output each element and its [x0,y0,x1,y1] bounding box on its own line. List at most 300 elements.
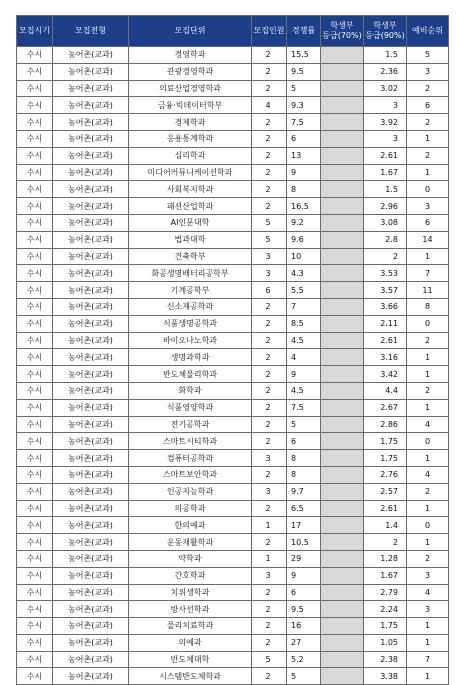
cell-quota: 2 [252,63,287,80]
table-header [17,16,449,47]
cell-waitlist-rank: 2 [407,483,449,500]
cell-period: 수시 [17,248,53,265]
cell-grade-70 [321,668,364,685]
cell-period: 수시 [17,265,53,282]
cell-quota: 2 [252,315,287,332]
cell-competition-rate: 8 [287,450,321,467]
cell-quota: 2 [252,601,287,618]
cell-period: 수시 [17,634,53,651]
cell-competition-rate: 9.3 [287,97,321,114]
cell-waitlist-rank: 1 [407,450,449,467]
cell-grade-70 [321,63,364,80]
cell-quota: 2 [252,130,287,147]
cell-department: 간호학과 [129,567,252,584]
table-row [17,164,449,181]
cell-department: 금융·빅데이터학부 [129,97,252,114]
cell-waitlist-rank: 2 [407,80,449,97]
cell-period: 수시 [17,214,53,231]
cell-competition-rate: 13 [287,147,321,164]
table-row [17,601,449,618]
cell-competition-rate: 9.6 [287,231,321,248]
cell-grade-90: 2.24 [364,601,407,618]
header-waitlist-rank: 예비순위 [407,16,449,47]
cell-department: 응용통계학과 [129,130,252,147]
table-row [17,130,449,147]
cell-track: 농어촌(교과) [53,147,129,164]
cell-period: 수시 [17,366,53,383]
cell-competition-rate: 6 [287,130,321,147]
cell-period: 수시 [17,164,53,181]
cell-track: 농어촌(교과) [53,618,129,635]
cell-grade-70 [321,517,364,534]
cell-period: 수시 [17,97,53,114]
cell-competition-rate: 17 [287,517,321,534]
cell-quota: 2 [252,164,287,181]
cell-track: 농어촌(교과) [53,366,129,383]
cell-period: 수시 [17,315,53,332]
cell-waitlist-rank: 2 [407,550,449,567]
cell-department: 생명과학과 [129,349,252,366]
cell-department: 방사선학과 [129,601,252,618]
cell-grade-70 [321,214,364,231]
cell-competition-rate: 4.5 [287,382,321,399]
cell-waitlist-rank: 11 [407,282,449,299]
cell-period: 수시 [17,298,53,315]
cell-competition-rate: 27 [287,634,321,651]
table-row [17,651,449,668]
header-grade-70-text: 학생부 등급(70%) [322,21,362,40]
cell-grade-70 [321,114,364,131]
cell-track: 농어촌(교과) [53,382,129,399]
cell-waitlist-rank: 3 [407,601,449,618]
cell-quota: 2 [252,382,287,399]
table-row [17,433,449,450]
cell-period: 수시 [17,450,53,467]
table-row [17,231,449,248]
cell-quota: 2 [252,399,287,416]
cell-track: 농어촌(교과) [53,315,129,332]
cell-grade-90: 2.8 [364,231,407,248]
cell-department: 스마트보안학과 [129,466,252,483]
cell-grade-70 [321,181,364,198]
table-row [17,382,449,399]
table-row [17,47,449,64]
cell-department: 컴퓨터공학과 [129,450,252,467]
cell-waitlist-rank: 0 [407,181,449,198]
cell-competition-rate: 6.5 [287,500,321,517]
cell-grade-70 [321,433,364,450]
admissions-results-table [16,15,449,685]
header-competition-rate: 경쟁률 [287,16,321,47]
cell-grade-90: 1.67 [364,164,407,181]
cell-track: 농어촌(교과) [53,130,129,147]
cell-waitlist-rank: 14 [407,231,449,248]
cell-waitlist-rank: 8 [407,298,449,315]
cell-waitlist-rank: 1 [407,248,449,265]
cell-department: 법과대학 [129,231,252,248]
cell-quota: 5 [252,651,287,668]
cell-grade-70 [321,466,364,483]
cell-department: 바이오나노학과 [129,332,252,349]
cell-grade-70 [321,450,364,467]
cell-grade-70 [321,198,364,215]
cell-department: 패션산업학과 [129,198,252,215]
table-row [17,80,449,97]
cell-waitlist-rank: 1 [407,399,449,416]
cell-period: 수시 [17,651,53,668]
cell-waitlist-rank: 4 [407,416,449,433]
cell-grade-90: 2.38 [364,651,407,668]
table-row [17,618,449,635]
cell-track: 농어촌(교과) [53,248,129,265]
cell-competition-rate: 8 [287,466,321,483]
table-row [17,63,449,80]
cell-grade-70 [321,416,364,433]
cell-grade-90: 3.92 [364,114,407,131]
cell-grade-70 [321,483,364,500]
cell-competition-rate: 9.7 [287,483,321,500]
cell-quota: 2 [252,298,287,315]
cell-grade-70 [321,567,364,584]
cell-period: 수시 [17,114,53,131]
cell-department: 건축학부 [129,248,252,265]
cell-grade-90: 2.11 [364,315,407,332]
cell-quota: 2 [252,634,287,651]
cell-grade-90: 1.5 [364,47,407,64]
cell-grade-90: 3.57 [364,282,407,299]
cell-department: 반도체대학 [129,651,252,668]
cell-grade-70 [321,618,364,635]
cell-waitlist-rank: 0 [407,517,449,534]
cell-department: 물리치료학과 [129,618,252,635]
table-row [17,349,449,366]
cell-period: 수시 [17,483,53,500]
cell-waitlist-rank: 2 [407,114,449,131]
cell-quota: 2 [252,198,287,215]
cell-track: 농어촌(교과) [53,584,129,601]
cell-grade-70 [321,231,364,248]
cell-waitlist-rank: 2 [407,382,449,399]
cell-department: 화공생명배터리공학부 [129,265,252,282]
cell-quota: 4 [252,97,287,114]
cell-competition-rate: 8 [287,181,321,198]
cell-grade-90: 2.57 [364,483,407,500]
cell-grade-70 [321,282,364,299]
cell-competition-rate: 4.3 [287,265,321,282]
table-row [17,399,449,416]
cell-grade-90: 2.76 [364,466,407,483]
cell-grade-90: 2.61 [364,332,407,349]
cell-track: 농어촌(교과) [53,265,129,282]
cell-grade-90: 2.67 [364,399,407,416]
table-row [17,584,449,601]
cell-competition-rate: 4.5 [287,332,321,349]
cell-track: 농어촌(교과) [53,198,129,215]
cell-period: 수시 [17,500,53,517]
cell-grade-90: 1.05 [364,634,407,651]
table-row [17,248,449,265]
cell-department: 약학과 [129,550,252,567]
cell-competition-rate: 9.5 [287,63,321,80]
cell-quota: 1 [252,550,287,567]
cell-waitlist-rank: 1 [407,634,449,651]
header-grade-90 [364,16,407,47]
cell-competition-rate: 16.5 [287,198,321,215]
cell-competition-rate: 10.5 [287,534,321,551]
cell-track: 농어촌(교과) [53,47,129,64]
cell-quota: 2 [252,500,287,517]
cell-grade-90: 3.38 [364,668,407,685]
cell-waitlist-rank: 2 [407,147,449,164]
cell-competition-rate: 7 [287,298,321,315]
cell-competition-rate: 5 [287,80,321,97]
table-row [17,366,449,383]
cell-grade-70 [321,584,364,601]
cell-track: 농어촌(교과) [53,500,129,517]
cell-grade-70 [321,47,364,64]
cell-competition-rate: 7.5 [287,114,321,131]
cell-track: 농어촌(교과) [53,534,129,551]
cell-period: 수시 [17,382,53,399]
table-row [17,567,449,584]
cell-track: 농어촌(교과) [53,97,129,114]
cell-department: 관광경영학과 [129,63,252,80]
cell-grade-90: 3 [364,97,407,114]
cell-track: 농어촌(교과) [53,399,129,416]
cell-period: 수시 [17,399,53,416]
cell-period: 수시 [17,584,53,601]
cell-period: 수시 [17,147,53,164]
cell-waitlist-rank: 3 [407,567,449,584]
cell-grade-90: 2.61 [364,147,407,164]
cell-waitlist-rank: 1 [407,164,449,181]
cell-quota: 3 [252,483,287,500]
cell-grade-90: 3.53 [364,265,407,282]
cell-competition-rate: 16 [287,618,321,635]
cell-period: 수시 [17,466,53,483]
cell-waitlist-rank: 6 [407,97,449,114]
cell-quota: 3 [252,248,287,265]
cell-competition-rate: 10 [287,248,321,265]
table-row [17,466,449,483]
header-grade-70 [321,16,364,47]
table-row [17,181,449,198]
cell-grade-90: 2.61 [364,500,407,517]
cell-grade-70 [321,332,364,349]
cell-period: 수시 [17,618,53,635]
cell-waitlist-rank: 7 [407,265,449,282]
cell-period: 수시 [17,231,53,248]
cell-department: 인공지능학과 [129,483,252,500]
cell-competition-rate: 9 [287,567,321,584]
cell-grade-70 [321,265,364,282]
cell-grade-70 [321,382,364,399]
cell-competition-rate: 5.2 [287,651,321,668]
cell-grade-70 [321,164,364,181]
cell-department: 화학과 [129,382,252,399]
cell-quota: 2 [252,466,287,483]
cell-track: 농어촌(교과) [53,433,129,450]
cell-quota: 2 [252,147,287,164]
cell-period: 수시 [17,332,53,349]
cell-waitlist-rank: 3 [407,63,449,80]
cell-competition-rate: 5 [287,416,321,433]
cell-competition-rate: 9 [287,366,321,383]
cell-track: 농어촌(교과) [53,231,129,248]
cell-competition-rate: 5 [287,668,321,685]
table-row [17,550,449,567]
cell-track: 농어촌(교과) [53,601,129,618]
table-row [17,198,449,215]
cell-period: 수시 [17,550,53,567]
cell-track: 농어촌(교과) [53,63,129,80]
cell-grade-70 [321,80,364,97]
cell-track: 농어촌(교과) [53,282,129,299]
cell-track: 농어촌(교과) [53,634,129,651]
cell-period: 수시 [17,130,53,147]
table-body [17,47,449,685]
cell-competition-rate: 9.5 [287,601,321,618]
cell-track: 농어촌(교과) [53,668,129,685]
header-period: 모집시기 [17,16,53,47]
cell-period: 수시 [17,668,53,685]
cell-quota: 5 [252,231,287,248]
table-row [17,517,449,534]
cell-department: 식품생명공학과 [129,315,252,332]
table-row [17,298,449,315]
cell-period: 수시 [17,198,53,215]
cell-department: 식품영양학과 [129,399,252,416]
cell-waitlist-rank: 7 [407,651,449,668]
cell-competition-rate: 9.2 [287,214,321,231]
table-row [17,282,449,299]
table-row [17,500,449,517]
cell-grade-90: 1.5 [364,181,407,198]
cell-grade-70 [321,634,364,651]
cell-competition-rate: 5.5 [287,282,321,299]
cell-period: 수시 [17,47,53,64]
cell-quota: 2 [252,349,287,366]
table-row [17,147,449,164]
cell-track: 농어촌(교과) [53,416,129,433]
cell-competition-rate: 4 [287,349,321,366]
cell-waitlist-rank: 2 [407,332,449,349]
cell-waitlist-rank: 5 [407,47,449,64]
cell-quota: 2 [252,433,287,450]
cell-quota: 2 [252,366,287,383]
cell-grade-70 [321,366,364,383]
cell-track: 농어촌(교과) [53,80,129,97]
cell-grade-70 [321,298,364,315]
cell-department: 치위생학과 [129,584,252,601]
cell-track: 농어촌(교과) [53,567,129,584]
table-row [17,214,449,231]
cell-department: 심리학과 [129,147,252,164]
cell-track: 농어촌(교과) [53,550,129,567]
cell-waitlist-rank: 0 [407,315,449,332]
header-department: 모집단위 [129,16,252,47]
cell-competition-rate: 6 [287,433,321,450]
cell-grade-90: 2.96 [364,198,407,215]
cell-grade-70 [321,550,364,567]
cell-grade-90: 4.4 [364,382,407,399]
cell-grade-70 [321,500,364,517]
cell-waitlist-rank: 3 [407,198,449,215]
table-row [17,315,449,332]
cell-waitlist-rank: 1 [407,668,449,685]
cell-quota: 3 [252,265,287,282]
cell-grade-90: 2 [364,534,407,551]
cell-department: 반도체물리학과 [129,366,252,383]
cell-track: 농어촌(교과) [53,466,129,483]
header-quota: 모집인원 [252,16,287,47]
cell-quota: 2 [252,114,287,131]
cell-grade-70 [321,349,364,366]
cell-period: 수시 [17,433,53,450]
cell-competition-rate: 15.5 [287,47,321,64]
cell-competition-rate: 7.5 [287,399,321,416]
table-row [17,114,449,131]
cell-quota: 2 [252,534,287,551]
cell-grade-70 [321,399,364,416]
header-track: 모집전형 [53,16,129,47]
cell-competition-rate: 9 [287,164,321,181]
cell-waitlist-rank: 1 [407,534,449,551]
cell-department: 경제학과 [129,114,252,131]
cell-waitlist-rank: 4 [407,584,449,601]
cell-period: 수시 [17,282,53,299]
cell-quota: 5 [252,214,287,231]
cell-grade-90: 2.36 [364,63,407,80]
cell-period: 수시 [17,517,53,534]
cell-competition-rate: 29 [287,550,321,567]
cell-grade-90: 1.75 [364,450,407,467]
cell-period: 수시 [17,601,53,618]
cell-quota: 2 [252,80,287,97]
cell-department: 신소재공학과 [129,298,252,315]
cell-quota: 2 [252,668,287,685]
cell-quota: 2 [252,618,287,635]
cell-track: 농어촌(교과) [53,181,129,198]
cell-track: 농어촌(교과) [53,332,129,349]
cell-quota: 3 [252,567,287,584]
cell-grade-90: 1.28 [364,550,407,567]
cell-quota: 2 [252,416,287,433]
cell-waitlist-rank: 1 [407,500,449,517]
cell-department: 운동재활학과 [129,534,252,551]
cell-waitlist-rank: 1 [407,349,449,366]
table-row [17,534,449,551]
cell-quota: 6 [252,282,287,299]
cell-grade-90: 1.75 [364,433,407,450]
cell-waitlist-rank: 1 [407,130,449,147]
cell-track: 농어촌(교과) [53,114,129,131]
cell-waitlist-rank: 4 [407,466,449,483]
cell-quota: 2 [252,47,287,64]
cell-department: 경영학과 [129,47,252,64]
cell-grade-90: 3.02 [364,80,407,97]
cell-track: 농어촌(교과) [53,349,129,366]
cell-grade-90: 1.75 [364,618,407,635]
cell-grade-70 [321,130,364,147]
cell-track: 농어촌(교과) [53,651,129,668]
cell-waitlist-rank: 0 [407,433,449,450]
cell-grade-70 [321,315,364,332]
cell-department: 전기공학과 [129,416,252,433]
table-row [17,416,449,433]
cell-waitlist-rank: 1 [407,618,449,635]
cell-period: 수시 [17,181,53,198]
